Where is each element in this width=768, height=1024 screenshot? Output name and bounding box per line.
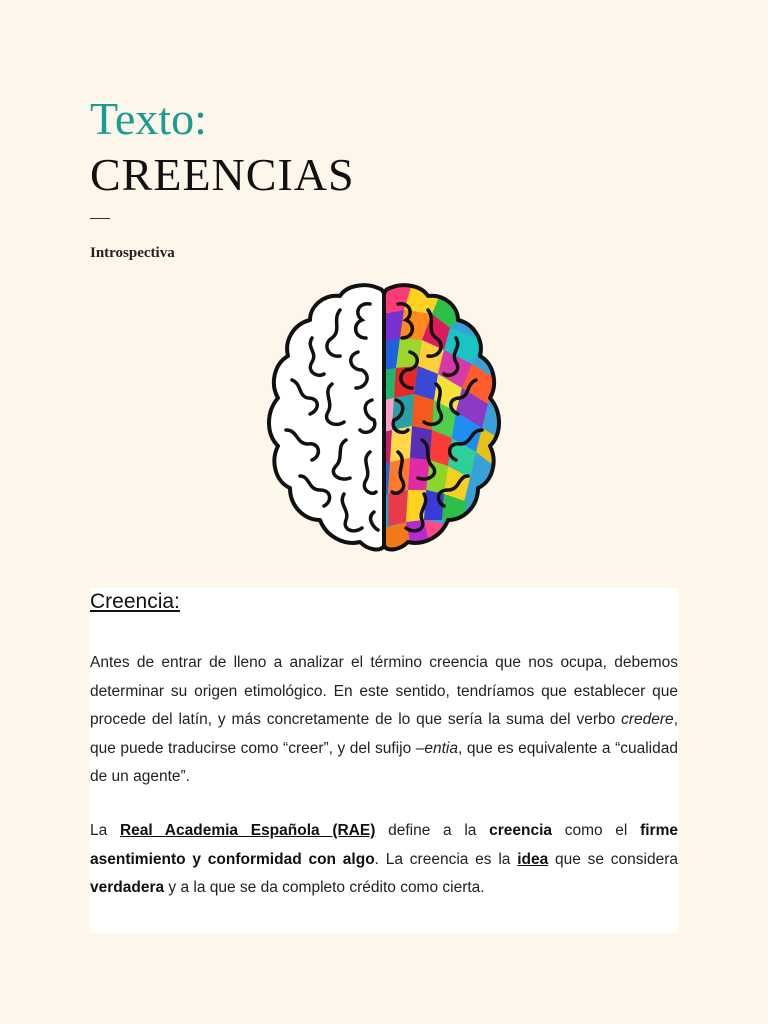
- term-verdadera: verdadera: [90, 879, 165, 896]
- text-run: . La creencia es la: [374, 850, 518, 868]
- term-entia: entia: [424, 739, 458, 757]
- text-run: como el: [552, 822, 641, 839]
- text-run: La: [90, 822, 120, 839]
- title-label: Texto:: [90, 93, 207, 144]
- text-run: Antes de entrar de lleno a analizar el término creencia que nos ocupa, debemos determinar su origen etimológico. En este sentido, tendríamos que establecer que procede del latín, y más concretamente de lo que sería la suma del verbo: [90, 654, 678, 728]
- paragraph-definition: [90, 817, 678, 903]
- text-run: define a la: [375, 822, 490, 839]
- section-heading: Creencia:: [90, 590, 180, 613]
- brain-icon: [262, 280, 506, 556]
- term-credere: credere: [621, 711, 674, 728]
- text-run: , que es equivalente a “cualidad de un agente”.: [90, 739, 678, 785]
- rae-link[interactable]: Real Academia Española (RAE): [119, 822, 376, 839]
- term-firme: firme asentimiento y conformidad con algo: [90, 822, 678, 868]
- divider: [90, 218, 110, 219]
- paragraph-etymology: [90, 649, 678, 792]
- idea-link[interactable]: idea: [517, 850, 549, 868]
- text-run: y a la que se da completo crédito como cierta.: [164, 879, 485, 896]
- text-run: que se considera: [548, 850, 679, 868]
- content-panel: [90, 588, 678, 933]
- term-creencia: creencia: [489, 822, 553, 839]
- subtitle: Introspectiva: [90, 245, 175, 261]
- text-run: , que puede traducirse como “creer”, y del sufijo –: [90, 711, 678, 757]
- page-title: CREENCIAS: [90, 149, 355, 200]
